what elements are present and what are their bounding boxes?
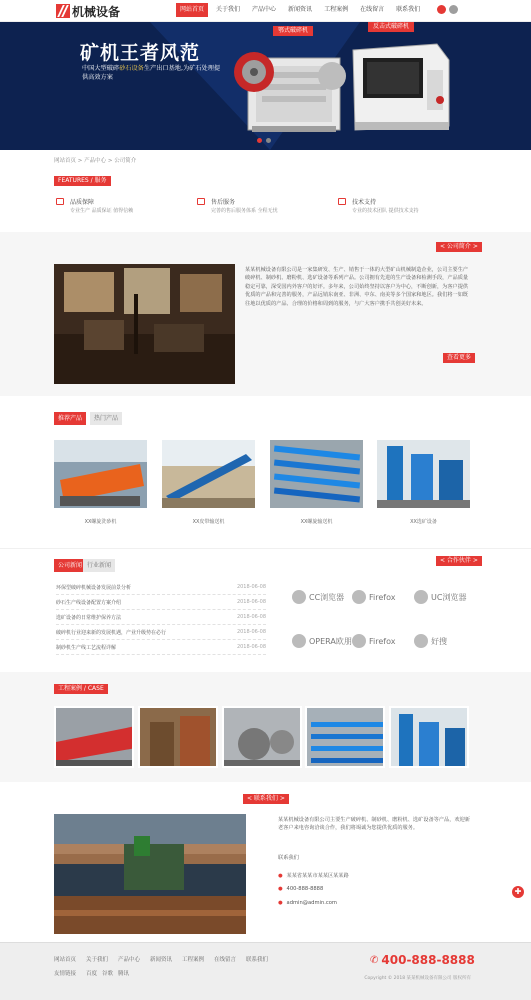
feature-item[interactable]: 技术支持 专业的技术团队 提供技术支持 — [338, 196, 468, 220]
site-header — [0, 0, 531, 22]
news-item[interactable]: 砂石生产线设备配置方案介绍 2018-06-08 — [56, 596, 266, 610]
partner-logo[interactable]: Firefox — [352, 587, 395, 607]
case-image[interactable] — [138, 706, 218, 768]
contact-address: ● 某某省某某市某某区某某路 — [278, 873, 349, 879]
nav-item-contact[interactable]: 联系我们 — [396, 6, 421, 13]
news-item[interactable]: 破碎机行业迎来新的发展机遇，产业升级势在必行 2018-06-08 — [56, 626, 266, 640]
banner-label-left: 鄂式破碎机 — [273, 26, 313, 36]
footer-link[interactable]: 产品中心 — [118, 957, 141, 963]
partner-logo[interactable]: UC浏览器 — [414, 587, 466, 607]
partner-logo[interactable]: 好搜 — [414, 631, 447, 651]
footer-link: 友情链接 — [54, 971, 77, 977]
news-item[interactable]: 制砂机生产线工艺流程详解 2018-06-08 — [56, 641, 266, 655]
about-text: 某某机械设备有限公司是一家集研发、生产、销售于一体的大型矿山机械制造企业，公司主要生产破碎机、制砂机、磨粉机、选矿设备等系列产品。公司拥有先进的生产设备和检测手段，产品质量稳定可靠，深受国内外客户的好评。多年来，公司始终坚持以客户为中心，不断创新，为客户提供优质的产品和完善的服务，产品远销东南亚、非洲、中东、南美等多个国家和地区。我们将一如既往地以优质的产品、合理的价格和周到的服务，与广大客户携手共创美好未来。 — [245, 267, 469, 307]
partners-tag: < 合作伙伴 > — [436, 556, 482, 566]
firefox-icon — [352, 590, 366, 604]
cases-tag: 工程案例 / CASE — [54, 684, 108, 694]
service-icon — [197, 198, 205, 205]
opera-icon — [292, 634, 306, 648]
firefox-icon — [352, 634, 366, 648]
product-card[interactable]: XX螺旋洗砂机 — [54, 440, 147, 526]
site-footer — [0, 942, 531, 1000]
footer-link[interactable]: 新闻资讯 — [150, 957, 173, 963]
contact-phone[interactable]: ● 400-888-8888 — [278, 886, 324, 892]
news-section — [0, 548, 531, 672]
about-more-button[interactable]: 查看更多 — [443, 353, 475, 363]
footer-link[interactable]: 网站首页 — [54, 957, 77, 963]
tab-recommended[interactable]: 推荐产品 — [54, 412, 86, 425]
partner-logo[interactable]: Firefox — [352, 631, 395, 651]
case-image[interactable] — [54, 706, 134, 768]
back-to-top-icon[interactable]: ✚ — [512, 886, 524, 898]
features-section — [0, 166, 531, 232]
partner-logo[interactable]: OPERA欧朋 — [292, 631, 352, 651]
contact-tag: < 联系我们 > — [243, 794, 289, 804]
feature-item[interactable]: 售后服务 完善的售后服务体系 全程无忧 — [197, 196, 327, 220]
location-icon: ● — [278, 873, 283, 879]
banner-subtext: 中国大型破碎砂石设备生产出口基地,为矿石处理提供高效方案 — [82, 65, 221, 81]
impact-crusher-image — [345, 30, 455, 140]
product-card[interactable]: XX皮带输送机 — [162, 440, 255, 526]
nav-item-about[interactable]: 关于我们 — [216, 6, 241, 13]
banner-label-right: 反击式破碎机 — [368, 22, 414, 32]
weibo-icon[interactable] — [437, 5, 446, 14]
partner-logo[interactable]: CC浏览器 — [292, 587, 344, 607]
pager-dot[interactable] — [257, 138, 262, 143]
footer-link[interactable]: 联系我们 — [246, 957, 269, 963]
pager-dot[interactable] — [266, 138, 271, 143]
product-image — [270, 440, 363, 508]
nav-item-message[interactable]: 在线留言 — [360, 6, 385, 13]
tab-company-news[interactable]: 公司新闻 — [54, 559, 86, 572]
nav-item-products[interactable]: 产品中心 — [252, 6, 277, 13]
footer-link[interactable]: 百度 — [86, 971, 98, 977]
phone-icon: ✆ — [370, 954, 379, 966]
copyright: Copyright © 2018 某某机械设备有限公司 版权所有 — [364, 976, 471, 981]
contact-email[interactable]: ● admin@admin.com — [278, 900, 337, 906]
footer-phone[interactable]: ✆ 400-888-8888 — [370, 953, 475, 967]
banner-pager — [255, 138, 273, 143]
quality-icon — [56, 198, 64, 205]
uc-browser-icon — [414, 590, 428, 604]
products-section — [0, 396, 531, 548]
haosou-icon — [414, 634, 428, 648]
contact-name: 联系我们 — [278, 855, 299, 861]
features-tag: FEATURES / 服务 — [54, 176, 111, 186]
footer-link[interactable]: 关于我们 — [86, 957, 109, 963]
case-image[interactable] — [389, 706, 469, 768]
product-card[interactable]: XX螺旋输送机 — [270, 440, 363, 526]
case-image[interactable] — [305, 706, 385, 768]
product-card[interactable]: XX选矿设备 — [377, 440, 470, 526]
product-image — [54, 440, 147, 508]
footer-link[interactable]: 腾讯 — [118, 971, 130, 977]
support-icon — [338, 198, 346, 205]
breadcrumb[interactable]: 网站首页 > 产品中心 > 公司简介 — [54, 158, 137, 164]
contact-photo — [54, 814, 246, 934]
banner-headline: 矿机王者风范 — [80, 42, 201, 64]
footer-link[interactable]: 在线留言 — [214, 957, 237, 963]
wechat-icon[interactable] — [449, 5, 458, 14]
logo[interactable] — [56, 3, 120, 19]
footer-link[interactable]: 谷歌 — [102, 971, 114, 977]
about-section — [0, 232, 531, 396]
main-nav — [176, 3, 428, 17]
nav-item-news[interactable]: 新闻资讯 — [288, 6, 313, 13]
about-tag: < 公司简介 > — [436, 242, 482, 252]
footer-link[interactable]: 工程案例 — [182, 957, 205, 963]
nav-item-cases[interactable]: 工程案例 — [324, 6, 349, 13]
contact-intro: 某某机械设备有限公司主要生产破碎机、制砂机、磨粉机、选矿设备等产品，欢迎新老客户来电咨询洽谈合作，我们将竭诚为您提供优质的服务。 — [278, 817, 470, 832]
jaw-crusher-image — [228, 36, 358, 140]
mail-icon: ● — [278, 900, 283, 906]
phone-icon: ● — [278, 886, 283, 892]
tab-industry-news[interactable]: 行业新闻 — [83, 559, 115, 572]
news-item[interactable]: 环保型破碎机械设备发展前景分析 2018-06-08 — [56, 581, 266, 595]
hero-banner — [0, 22, 531, 150]
tab-hot[interactable]: 热门产品 — [90, 412, 122, 425]
product-image — [162, 440, 255, 508]
cases-section — [0, 672, 531, 782]
contact-section — [0, 782, 531, 942]
logo-text: 机械设备 — [72, 4, 121, 19]
news-item[interactable]: 选矿设备的日常维护保养方法 2018-06-08 — [56, 611, 266, 625]
workshop-photo — [54, 264, 235, 384]
case-image[interactable] — [222, 706, 302, 768]
cc-browser-icon — [292, 590, 306, 604]
nav-item-home[interactable]: 网站首页 — [176, 3, 208, 17]
product-image — [377, 440, 470, 508]
logo-icon — [56, 4, 70, 18]
feature-item[interactable]: 品质保障 专业生产 品质保证 值得信赖 — [56, 196, 186, 220]
